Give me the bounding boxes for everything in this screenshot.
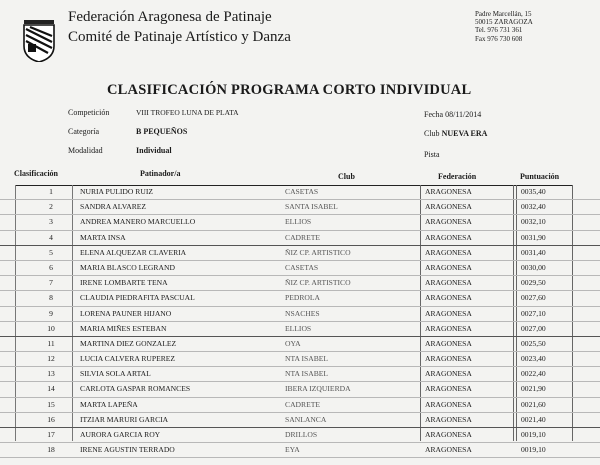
address-street: Padre Marcellán, 15	[475, 10, 532, 18]
address-phone: Tel. 976 731 361	[475, 26, 523, 35]
club-cell: SANTA ISABEL	[285, 202, 338, 212]
score-cell: 0032,40	[521, 202, 546, 212]
federation-cell: ARAGONESA	[425, 293, 472, 303]
skater-name-cell: ITZIAR MARURI GARCIA	[80, 414, 169, 424]
club-cell: CASETAS	[285, 262, 319, 272]
categoria-label: Categoría	[68, 127, 100, 136]
position-cell: 14	[47, 384, 55, 394]
position-cell: 6	[49, 262, 53, 272]
table-row	[0, 307, 600, 322]
federation-cell: ARAGONESA	[425, 354, 472, 364]
skater-name-cell: CARLOTA GASPAR ROMANCES	[80, 384, 191, 394]
table-row	[0, 443, 600, 458]
federation-cell: ARAGONESA	[425, 232, 472, 242]
results-table	[0, 185, 600, 458]
position-cell: 3	[49, 217, 53, 227]
position-cell: 16	[47, 414, 55, 424]
score-cell: 0032,10	[521, 217, 546, 227]
position-cell: 9	[49, 308, 53, 318]
skater-name-cell: AURORA GARCIA ROY	[80, 430, 161, 439]
federation-cell: ARAGONESA	[425, 369, 472, 379]
club-cell: OYA	[285, 338, 301, 348]
table-row	[0, 215, 600, 230]
score-cell: 0035,40	[521, 187, 546, 196]
header-club: Club	[338, 172, 355, 181]
score-cell: 0025,50	[521, 338, 546, 348]
club-cell: CADRETE	[285, 232, 321, 242]
position-cell: 5	[49, 247, 53, 257]
modalidad-label: Modalidad	[68, 146, 103, 155]
skater-name-cell: MARIA BLASCO LEGRAND	[80, 262, 175, 272]
position-cell: 13	[47, 369, 55, 379]
table-row	[0, 246, 600, 261]
header-patinador: Patinador/a	[140, 169, 181, 178]
table-row	[0, 231, 600, 246]
header-clasificacion: Clasificación	[14, 169, 58, 178]
score-cell: 0029,50	[521, 278, 546, 288]
score-cell: 0023,40	[521, 354, 546, 364]
address-city: 50015 ZARAGOZA	[475, 18, 533, 27]
federation-cell: ARAGONESA	[425, 187, 472, 196]
federation-logo-icon	[22, 20, 56, 62]
federation-cell: ARAGONESA	[425, 278, 472, 288]
skater-name-cell: MARTA LAPEÑA	[80, 399, 138, 409]
federation-cell: ARAGONESA	[425, 217, 472, 227]
skater-name-cell: ANDREA MANERO MARCUELLO	[80, 217, 196, 227]
score-cell: 0027,60	[521, 293, 546, 303]
table-row	[0, 276, 600, 291]
score-cell: 0021,90	[521, 384, 546, 394]
committee-name: Comité de Patinaje Artístico y Danza	[68, 29, 291, 45]
skater-name-cell: ELENA ALQUEZAR CLAVERIA	[80, 247, 187, 257]
position-cell: 4	[49, 232, 53, 242]
club-cell: EYA	[285, 445, 300, 455]
club-cell: DRILLOS	[285, 430, 318, 439]
score-cell: 0022,40	[521, 369, 546, 379]
federation-cell: ARAGONESA	[425, 247, 472, 257]
club-field	[424, 129, 487, 138]
table-row	[0, 413, 600, 428]
club-cell: ÑIZ CP. ARTISTICO	[285, 278, 351, 288]
position-cell: 8	[49, 293, 53, 303]
skater-name-cell: IRENE AGUSTIN TERRADO	[80, 445, 175, 455]
score-cell: 0030,00	[521, 262, 546, 272]
skater-name-cell: MARIA MIÑES ESTEBAN	[80, 323, 167, 333]
table-row	[0, 367, 600, 382]
federation-cell: ARAGONESA	[425, 430, 472, 439]
table-row	[0, 291, 600, 306]
skater-name-cell: NURIA PULIDO RUIZ	[80, 187, 153, 196]
table-row	[0, 398, 600, 413]
club-cell: ÑIZ CP. ARTISTICO	[285, 247, 351, 257]
table-row	[0, 322, 600, 337]
fecha-value: 08/11/2014	[445, 110, 482, 119]
club-value: NUEVA ERA	[441, 129, 488, 138]
club-cell: ELLIOS	[285, 323, 312, 333]
header-federacion: Federación	[438, 172, 477, 181]
federation-cell: ARAGONESA	[425, 414, 472, 424]
score-cell: 0019,10	[521, 430, 546, 439]
score-cell: 0021,60	[521, 399, 546, 409]
position-cell: 12	[47, 354, 55, 364]
fecha-label: Fecha	[424, 110, 444, 119]
competicion-value: VIII TROFEO LUNA DE PLATA	[136, 108, 239, 117]
table-row	[0, 185, 600, 200]
club-cell: ELLIOS	[285, 217, 312, 227]
skater-name-cell: SILVIA SOLA ARTAL	[80, 369, 151, 379]
competicion-label: Competición	[68, 108, 110, 117]
federation-cell: ARAGONESA	[425, 308, 472, 318]
table-row	[0, 261, 600, 276]
club-cell: NTA ISABEL	[285, 369, 329, 379]
club-cell: IBERA IZQUIERDA	[285, 384, 351, 394]
federation-cell: ARAGONESA	[425, 445, 472, 455]
federation-cell: ARAGONESA	[425, 384, 472, 394]
federation-cell: ARAGONESA	[425, 262, 472, 272]
position-cell: 15	[47, 399, 55, 409]
federation-cell: ARAGONESA	[425, 399, 472, 409]
skater-name-cell: MARTA INSA	[80, 232, 126, 242]
modalidad-value: Individual	[136, 146, 172, 155]
page-title: CLASIFICACIÓN PROGRAMA CORTO INDIVIDUAL	[107, 82, 472, 98]
header-puntuacion: Puntuación	[520, 172, 560, 181]
score-cell: 0031,40	[521, 247, 546, 257]
organization-name: Federación Aragonesa de Patinaje	[68, 9, 272, 25]
position-cell: 17	[47, 430, 55, 439]
skater-name-cell: IRENE LOMBARTE TENA	[80, 278, 168, 288]
table-row	[0, 382, 600, 397]
club-cell: CASETAS	[285, 187, 319, 196]
skater-name-cell: CLAUDIA PIEDRAFITA PASCUAL	[80, 293, 195, 303]
position-cell: 2	[49, 202, 53, 212]
table-row	[0, 337, 600, 352]
pista-label: Pista	[424, 150, 440, 159]
federation-cell: ARAGONESA	[425, 338, 472, 348]
position-cell: 18	[47, 445, 55, 455]
address-block	[475, 10, 533, 43]
skater-name-cell: LUCIA CALVERA RUPEREZ	[80, 354, 176, 364]
categoria-value: B PEQUEÑOS	[136, 127, 188, 136]
table-row	[0, 428, 600, 443]
table-row	[0, 200, 600, 215]
skater-name-cell: MARTINA DIEZ GONZALEZ	[80, 338, 177, 348]
club-label: Club	[424, 129, 440, 138]
federation-cell: ARAGONESA	[425, 202, 472, 212]
club-cell: SANLANCA	[285, 414, 327, 424]
score-cell: 0027,00	[521, 323, 546, 333]
skater-name-cell: SANDRA ALVAREZ	[80, 202, 147, 212]
score-cell: 0027,10	[521, 308, 546, 318]
score-cell: 0031,90	[521, 232, 546, 242]
score-cell: 0021,40	[521, 414, 546, 424]
table-row	[0, 352, 600, 367]
club-cell: PEDROLA	[285, 293, 321, 303]
address-fax: Fax 976 730 608	[475, 34, 523, 43]
position-cell: 1	[49, 187, 53, 196]
federation-cell: ARAGONESA	[425, 323, 472, 333]
club-cell: NTA ISABEL	[285, 354, 329, 364]
skater-name-cell: LORENA PAUNER HIJANO	[80, 308, 172, 318]
club-cell: NSACHES	[285, 308, 320, 318]
club-cell: CADRETE	[285, 399, 321, 409]
position-cell: 10	[47, 323, 55, 333]
position-cell: 7	[49, 278, 53, 288]
fecha-field	[424, 110, 481, 119]
score-cell: 0019,10	[521, 445, 546, 455]
position-cell: 11	[47, 338, 55, 348]
